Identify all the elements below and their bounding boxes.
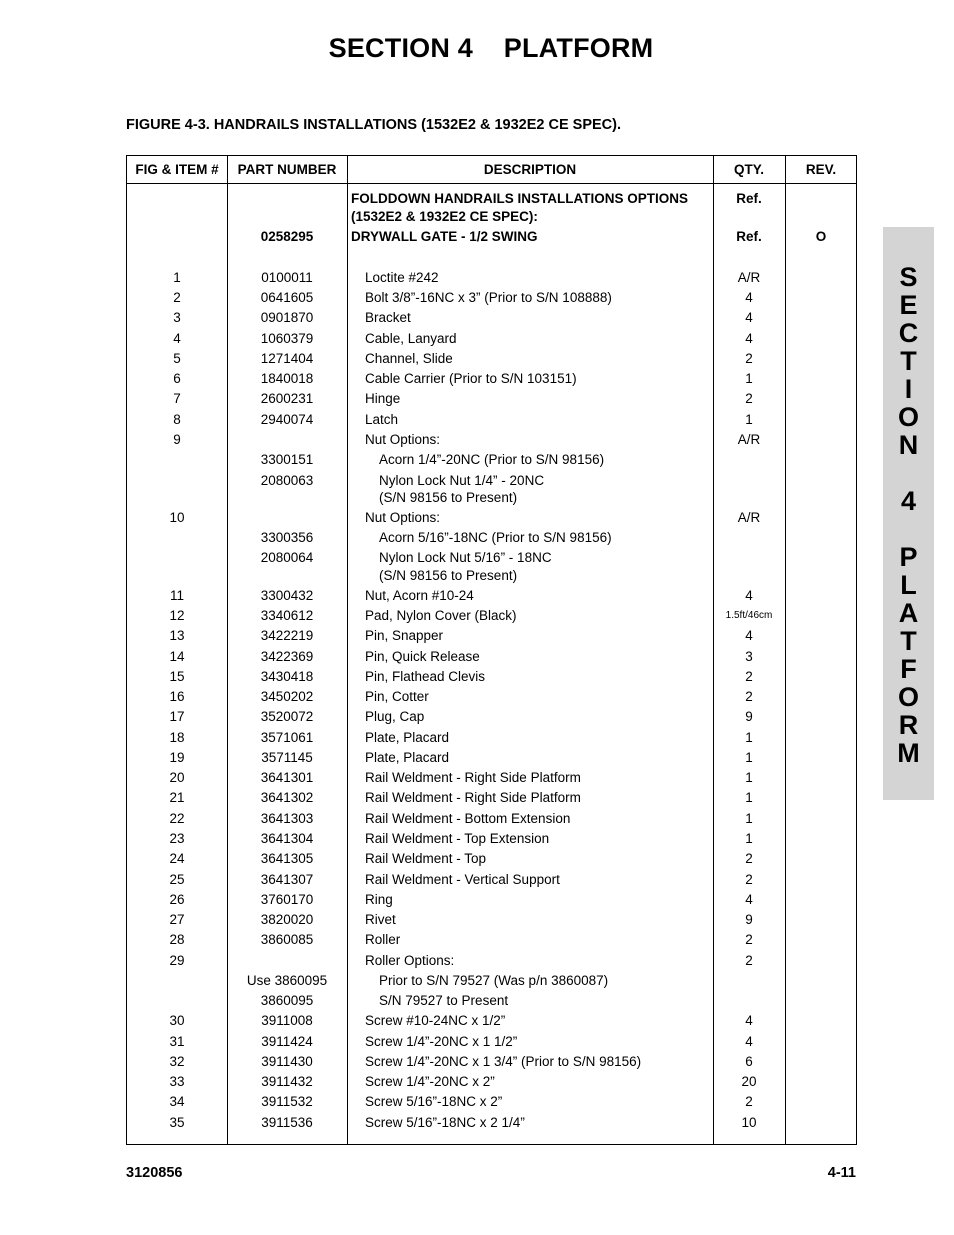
item-number: 23 [169, 831, 185, 846]
part-number: 3911424 [261, 1034, 313, 1049]
item-number: 28 [169, 932, 185, 947]
description: Rivet [365, 912, 396, 927]
description: Nylon Lock Nut 5/16” - 18NC [379, 550, 552, 565]
quantity: A/R [737, 510, 761, 525]
item-number: 19 [169, 750, 185, 765]
description: Ring [365, 892, 393, 907]
description: Screw #10-24NC x 1/2” [365, 1013, 506, 1028]
quantity: A/R [737, 270, 761, 285]
figure-title: FIGURE 4-3. HANDRAILS INSTALLATIONS (1532E2 & 1932E2 CE SPEC). [126, 117, 621, 133]
quantity: A/R [737, 432, 761, 447]
description: Screw 5/16”-18NC x 2” [365, 1094, 503, 1109]
item-number: 33 [169, 1074, 185, 1089]
quantity: 2 [745, 351, 753, 366]
part-number: 3911536 [261, 1115, 313, 1130]
part-number: Use 3860095 [246, 973, 328, 988]
description: DRYWALL GATE - 1/2 SWING [351, 229, 538, 244]
part-number: 3641307 [260, 872, 314, 887]
description: Plug, Cap [365, 709, 425, 724]
quantity: 2 [745, 953, 753, 968]
part-number: 2940074 [260, 412, 314, 427]
description: Pin, Snapper [365, 628, 444, 643]
item-number: 8 [173, 412, 181, 427]
part-number: 3450202 [260, 689, 314, 704]
item-number: 34 [169, 1094, 185, 1109]
item-number: 14 [169, 649, 185, 664]
part-number: 3911532 [261, 1094, 313, 1109]
part-number: 3641302 [260, 790, 314, 805]
part-number: 3300356 [260, 530, 314, 545]
part-number: 3641304 [260, 831, 314, 846]
item-number: 21 [169, 790, 185, 805]
quantity: 2 [745, 1094, 753, 1109]
part-number: 3571145 [261, 750, 313, 765]
quantity: 9 [745, 709, 753, 724]
item-number: 24 [169, 851, 185, 866]
item-number: 17 [169, 709, 185, 724]
part-number: 0258295 [260, 229, 314, 244]
description: Cable Carrier (Prior to S/N 103151) [365, 371, 577, 386]
quantity: 1 [745, 770, 753, 785]
tab-letter: O [897, 682, 919, 712]
description: Screw 1/4”-20NC x 2” [365, 1074, 495, 1089]
quantity: 4 [745, 588, 753, 603]
description: Cable, Lanyard [365, 331, 457, 346]
quantity: 4 [745, 290, 753, 305]
description: Acorn 5/16”-18NC (Prior to S/N 98156) [379, 530, 612, 545]
part-number: 3571061 [260, 730, 314, 745]
description: FOLDDOWN HANDRAILS INSTALLATIONS OPTIONS [351, 191, 688, 206]
quantity: 1 [745, 811, 753, 826]
part-number: 3641303 [260, 811, 314, 826]
item-number: 15 [169, 669, 185, 684]
part-number: 3911008 [261, 1013, 313, 1028]
item-number: 31 [169, 1034, 185, 1049]
tab-letter: E [899, 290, 918, 320]
description: Prior to S/N 79527 (Was p/n 3860087) [379, 973, 609, 988]
part-number: 3520072 [260, 709, 314, 724]
item-number: 26 [169, 892, 185, 907]
item-number: 10 [169, 510, 185, 525]
description: Hinge [365, 391, 401, 406]
description: Screw 1/4”-20NC x 1 1/2” [365, 1034, 518, 1049]
part-number: 2080064 [260, 550, 314, 565]
description: Acorn 1/4”-20NC (Prior to S/N 98156) [379, 452, 605, 467]
item-number: 27 [169, 912, 185, 927]
part-number: 3300151 [260, 452, 314, 467]
part-number: 0641605 [260, 290, 314, 305]
description: Pin, Flathead Clevis [365, 669, 486, 684]
tab-letter: F [900, 654, 917, 684]
part-number: 3860085 [260, 932, 314, 947]
description: Pin, Quick Release [365, 649, 480, 664]
description: Channel, Slide [365, 351, 453, 366]
tab-letter: S [899, 262, 918, 292]
description: (1532E2 & 1932E2 CE SPEC): [351, 209, 538, 224]
header-item: FIG & ITEM # [135, 162, 219, 177]
quantity: 4 [745, 1034, 753, 1049]
part-number: 2080063 [260, 473, 314, 488]
quantity: 1 [745, 371, 753, 386]
item-number: 25 [169, 872, 185, 887]
part-number: 3911430 [261, 1054, 313, 1069]
part-number: 3340612 [260, 608, 314, 623]
description: Pad, Nylon Cover (Black) [365, 608, 517, 623]
tab-letter: A [898, 598, 919, 628]
quantity: 9 [745, 912, 753, 927]
item-number: 30 [169, 1013, 185, 1028]
part-number: 3820020 [260, 912, 314, 927]
description: Nylon Lock Nut 1/4” - 20NC [379, 473, 545, 488]
quantity: 1 [745, 790, 753, 805]
item-number: 18 [169, 730, 185, 745]
description: Rail Weldment - Bottom Extension [365, 811, 571, 826]
description: Rail Weldment - Top Extension [365, 831, 550, 846]
header-rev: REV. [805, 162, 837, 177]
item-number: 2 [173, 290, 181, 305]
quantity: 1 [745, 730, 753, 745]
quantity: 4 [745, 628, 753, 643]
quantity: 2 [745, 669, 753, 684]
tab-letter: N [898, 430, 919, 460]
revision: O [815, 229, 827, 244]
description: Screw 5/16”-18NC x 2 1/4” [365, 1115, 525, 1130]
part-number: 3422219 [260, 628, 314, 643]
item-number: 13 [169, 628, 185, 643]
description: Nut, Acorn #10-24 [365, 588, 474, 603]
description: Roller Options: [365, 953, 455, 968]
part-number: 3300432 [260, 588, 314, 603]
item-number: 29 [169, 953, 185, 968]
item-number: 9 [173, 432, 181, 447]
tab-letter: P [899, 542, 918, 572]
item-number: 4 [173, 331, 181, 346]
item-number: 6 [173, 371, 181, 386]
quantity: 4 [745, 310, 753, 325]
quantity: Ref. [736, 229, 762, 244]
description: Plate, Placard [365, 750, 450, 765]
part-number: 3641301 [260, 770, 314, 785]
quantity: 1 [745, 412, 753, 427]
description: (S/N 98156 to Present) [379, 568, 518, 583]
quantity: 4 [745, 331, 753, 346]
parts-table [126, 155, 857, 1145]
description: Rail Weldment - Right Side Platform [365, 770, 581, 785]
quantity: 2 [745, 932, 753, 947]
quantity: 3 [745, 649, 753, 664]
quantity: 10 [741, 1115, 757, 1130]
part-number: 3760170 [260, 892, 314, 907]
description: S/N 79527 to Present [379, 993, 509, 1008]
part-number: 3911432 [261, 1074, 313, 1089]
description: Nut Options: [365, 510, 441, 525]
description: Bracket [365, 310, 411, 325]
description: (S/N 98156 to Present) [379, 490, 518, 505]
quantity: Ref. [736, 191, 762, 206]
description: Rail Weldment - Right Side Platform [365, 790, 581, 805]
item-number: 32 [169, 1054, 185, 1069]
item-number: 7 [173, 391, 181, 406]
quantity: 1.5ft/46cm [725, 610, 773, 621]
part-number: 0100011 [261, 270, 313, 285]
part-number: 1840018 [260, 371, 314, 386]
description: Rail Weldment - Vertical Support [365, 872, 560, 887]
description: Loctite #242 [365, 270, 439, 285]
quantity: 20 [741, 1074, 757, 1089]
item-number: 1 [173, 270, 181, 285]
item-number: 16 [169, 689, 185, 704]
part-number: 2600231 [260, 391, 314, 406]
quantity: 2 [745, 851, 753, 866]
quantity: 1 [745, 831, 753, 846]
page-number: 4-11 [827, 1165, 856, 1181]
quantity: 2 [745, 872, 753, 887]
part-number: 3860095 [260, 993, 314, 1008]
item-number: 20 [169, 770, 185, 785]
quantity: 2 [745, 391, 753, 406]
quantity: 2 [745, 689, 753, 704]
quantity: 6 [745, 1054, 753, 1069]
description: Plate, Placard [365, 730, 450, 745]
tab-letter: 4 [900, 486, 917, 516]
tab-letter: C [898, 318, 919, 348]
item-number: 35 [169, 1115, 185, 1130]
description: Rail Weldment - Top [365, 851, 487, 866]
quantity: 4 [745, 1013, 753, 1028]
tab-letter: I [904, 374, 913, 404]
description: Screw 1/4”-20NC x 1 3/4” (Prior to S/N 98156) [365, 1054, 642, 1069]
part-number: 1060379 [260, 331, 314, 346]
item-number: 11 [169, 588, 184, 603]
tab-letter: T [900, 626, 917, 656]
tab-letter: T [900, 346, 917, 376]
part-number: 3641305 [260, 851, 314, 866]
quantity: 1 [745, 750, 753, 765]
header-part-number: PART NUMBER [237, 162, 337, 177]
item-number: 5 [173, 351, 181, 366]
description: Nut Options: [365, 432, 441, 447]
tab-letter: L [900, 570, 917, 600]
item-number: 3 [173, 310, 181, 325]
header-qty: QTY. [733, 162, 764, 177]
doc-number: 3120856 [126, 1165, 183, 1181]
section-tab [883, 227, 934, 800]
section-title: SECTION 4 PLATFORM [328, 33, 654, 63]
item-number: 22 [169, 811, 185, 826]
tab-letter: O [897, 402, 919, 432]
description: Latch [365, 412, 399, 427]
part-number: 3422369 [260, 649, 314, 664]
description: Pin, Cotter [365, 689, 429, 704]
tab-letter: M [897, 738, 920, 768]
quantity: 4 [745, 892, 753, 907]
part-number: 1271404 [260, 351, 314, 366]
header-description: DESCRIPTION [483, 162, 577, 177]
part-number: 3430418 [260, 669, 314, 684]
tab-letter: R [898, 710, 919, 740]
part-number: 0901870 [260, 310, 314, 325]
description: Roller [365, 932, 401, 947]
description: Bolt 3/8”-16NC x 3” (Prior to S/N 108888) [365, 290, 612, 305]
item-number: 12 [169, 608, 185, 623]
